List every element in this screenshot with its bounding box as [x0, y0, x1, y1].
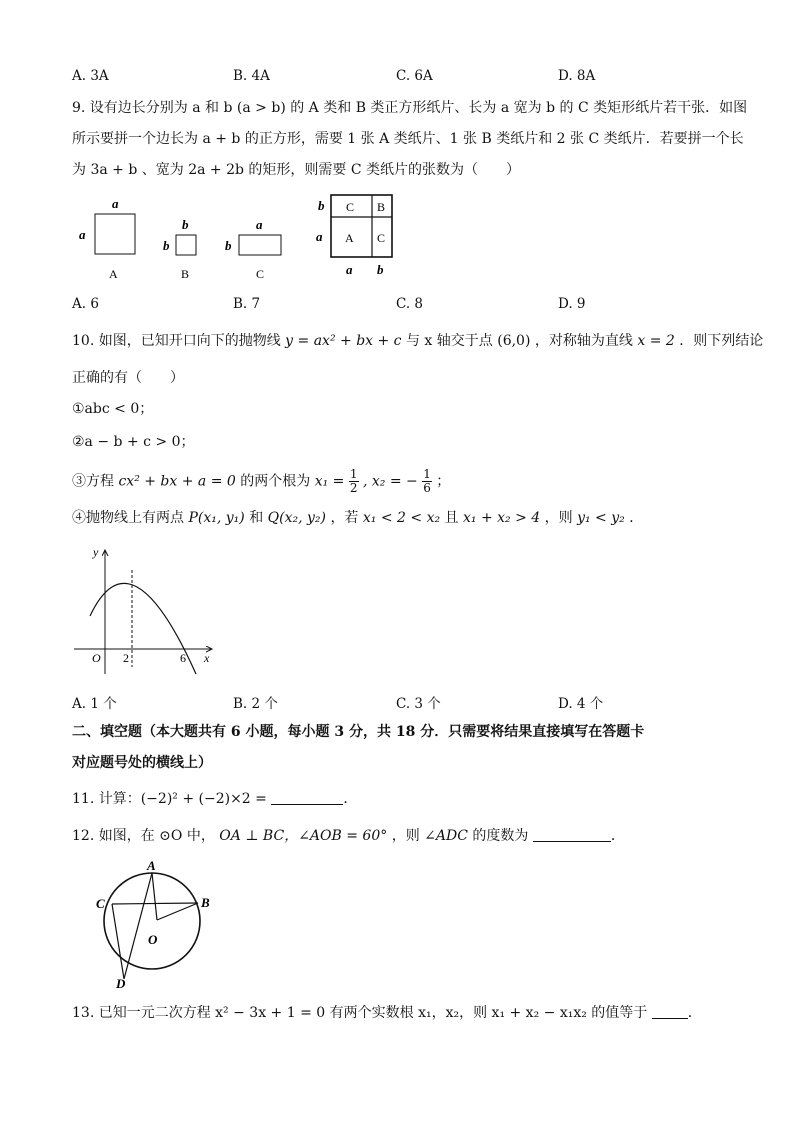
q10-point: (6,0): [497, 333, 531, 349]
q9-line-3: 为 3a + b 、宽为 2a + 2b 的矩形，则需要 C 类纸片的张数为（ ）: [72, 162, 521, 178]
sq-a-name: A: [109, 267, 118, 281]
s4-then: ，则: [544, 510, 573, 526]
q13-text: 13. 已知一元二次方程 x² − 3x + 1 = 0 有两个实数根 x₁，x₂，则 x₁ + x₂ − x₁x₂ 的值等于: [72, 1005, 648, 1021]
s4-if: ，若: [330, 510, 359, 526]
s4-cond-2: x₁ + x₂ > 4: [462, 510, 541, 526]
q8-option-b: B. 4A: [233, 68, 270, 84]
q10-text-a: 10. 如图，已知开口向下的抛物线: [72, 333, 281, 349]
s4-and-2: 且: [444, 510, 459, 526]
composite-bottom-b: b: [377, 262, 384, 277]
q11-line: [72, 789, 357, 809]
q9-option-d: D. 9: [558, 296, 586, 312]
rect-c-top-label: a: [256, 217, 263, 232]
rect-c-figure: [225, 217, 281, 281]
q10-line-1: [72, 331, 763, 351]
s3-text: 的两个根为: [240, 473, 311, 490]
sq-a-top-label: a: [112, 196, 119, 211]
section-2-heading-line-1: 二、填空题（本大题共有 6 小题，每小题 3 分，共 18 分．只需要将结果直接填写在答题卡: [72, 724, 645, 740]
q9-line-2: 所示要拼一个边长为 a + b 的正方形，需要 1 张 A 类纸片、1 张 B 类纸片和 2 张 C 类纸片．若要拼一个长: [72, 131, 744, 147]
q11-text: 11. 计算：(−2)² + (−2)×2 =: [72, 791, 267, 807]
s4-end: ．: [629, 510, 644, 526]
q10-statement-2: ②a − b + c > 0；: [72, 434, 195, 450]
q9-option-b: B. 7: [233, 296, 261, 312]
q9-option-a: A. 6: [72, 296, 99, 312]
rect-c-side-label: b: [225, 238, 232, 253]
section-2-heading-line-2: 对应题号处的横线上）: [72, 755, 212, 771]
q12-circle-figure: [90, 858, 220, 990]
s3-fraction-2: [422, 468, 432, 495]
q10-option-d: D. 4 个: [558, 696, 604, 712]
composite-cell-c-right: C: [377, 231, 386, 245]
s4-point-p: P(x₁, y₁): [188, 510, 245, 526]
q13-end: ．: [687, 1005, 702, 1021]
q10-option-b: B. 2 个: [233, 696, 278, 712]
s3-equation: cx² + bx + a = 0: [118, 473, 236, 490]
rect-c-name: C: [256, 267, 265, 281]
composite-left-a: a: [316, 229, 323, 244]
q10-parabola-graph: [70, 540, 220, 680]
q10-text-c: ，对称轴为直线: [534, 333, 633, 349]
q13-line: [72, 1003, 702, 1023]
square-b-figure: [163, 217, 196, 281]
square-a-figure: [79, 196, 135, 281]
s3-end: ；: [436, 473, 451, 490]
s3-fraction-1: [349, 468, 359, 495]
s3-frac1-num: 1: [349, 467, 358, 481]
q10-text-d: ．则下列结论: [679, 333, 764, 349]
q11-answer-blank[interactable]: [271, 790, 343, 805]
s3-frac2-num: 1: [423, 467, 431, 481]
circle-o: [104, 873, 200, 969]
q9-line-1: 9. 设有边长分别为 a 和 b (a > b) 的 A 类和 B 类正方形纸片、长为 a 宽为 b 的 C 类矩形纸片若干张．如图: [72, 100, 748, 116]
q10-line-2: 正确的有（ ）: [72, 370, 184, 386]
q12-text-b: ，则: [391, 828, 420, 844]
composite-bottom-a: a: [346, 262, 353, 277]
q10-parabola-equation: y = ax² + bx + c: [285, 333, 402, 349]
composite-square-figure: [316, 195, 392, 277]
segment-ad: [124, 873, 152, 979]
sq-b-side-label: b: [163, 238, 170, 253]
origin-label: O: [92, 651, 101, 665]
point-d-label: D: [116, 976, 126, 990]
q13-answer-blank[interactable]: [652, 1004, 688, 1019]
sq-b-name: B: [181, 267, 190, 281]
s3-x1: x₁ =: [314, 473, 345, 490]
q9-option-c: C. 8: [396, 296, 424, 312]
q9-figure: [70, 192, 410, 287]
q10-option-a: A. 1 个: [72, 696, 117, 712]
point-c-label: C: [96, 896, 105, 911]
tick-label-6: 6: [180, 651, 186, 665]
s3-frac1-den: 2: [349, 481, 358, 495]
composite-cell-a: A: [345, 231, 354, 245]
q10-statement-3: [72, 468, 450, 495]
s3-frac2-den: 6: [423, 481, 431, 495]
composite-left-b: b: [318, 198, 325, 213]
q12-end: ．: [610, 828, 625, 844]
s4-conclusion: y₁ < y₂: [577, 510, 625, 526]
s3-prefix: ③方程: [72, 473, 114, 490]
composite-cell-c-top: C: [346, 200, 355, 214]
q10-statement-1: ①abc < 0；: [72, 401, 154, 417]
point-b-label: B: [201, 895, 210, 910]
x-axis-label: x: [204, 651, 210, 665]
q12-text-c: 的度数为: [472, 828, 529, 844]
q10-statement-4: [72, 508, 643, 528]
q8-option-a: A. 3A: [72, 68, 109, 84]
q11-end: ．: [343, 791, 358, 807]
sq-b-top-label: b: [182, 217, 189, 232]
point-a-label: A: [147, 858, 156, 873]
point-o-label: O: [148, 932, 158, 947]
tick-label-2: 2: [123, 651, 129, 665]
q12-line: [72, 826, 625, 846]
segment-cd: [112, 904, 124, 979]
s4-point-q: Q(x₂, y₂): [267, 510, 326, 526]
q12-angle: ∠ADC: [424, 828, 468, 844]
s4-and: 和: [249, 510, 264, 526]
s3-x2: , x₂ = −: [362, 473, 418, 490]
s4-prefix: ④抛物线上有两点: [72, 510, 184, 526]
q12-text-a: 12. 如图，在 ⊙O 中，: [72, 828, 215, 844]
q8-option-c: C. 6A: [396, 68, 433, 84]
q10-option-c: C. 3 个: [396, 696, 441, 712]
q12-condition: OA ⊥ BC，∠AOB = 60°: [219, 828, 388, 844]
segment-ob: [157, 903, 198, 920]
sq-a-side-label: a: [79, 227, 86, 242]
q8-option-d: D. 8A: [558, 68, 596, 84]
q12-answer-blank[interactable]: [533, 827, 611, 842]
q10-axis: x = 2: [637, 333, 675, 349]
q10-text-b: 与 x 轴交于点: [405, 333, 493, 349]
segment-oa: [152, 873, 157, 920]
s4-cond-1: x₁ < 2 < x₂: [362, 510, 441, 526]
composite-cell-b: B: [377, 200, 386, 214]
y-axis-label: y: [93, 545, 99, 559]
